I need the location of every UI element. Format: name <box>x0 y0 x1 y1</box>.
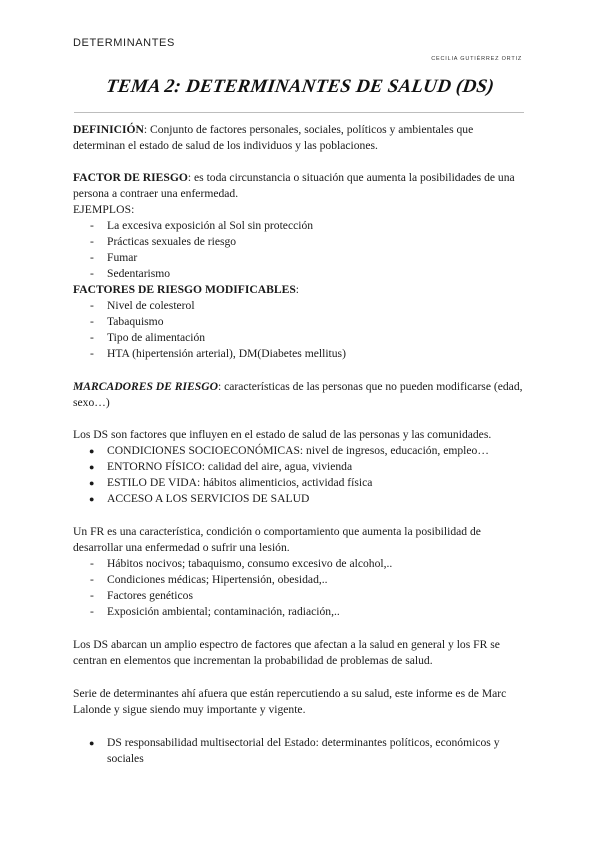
modifiable-heading <box>73 282 523 298</box>
header-subject: DETERMINANTES <box>73 37 175 49</box>
list-item: ● ESTILO DE VIDA: hábitos alimenticios, actividad física <box>73 475 523 491</box>
list-item: ● ACCESO A LOS SERVICIOS DE SALUD <box>73 491 523 507</box>
list-item: - Nivel de colesterol <box>73 298 523 314</box>
page-title: TEMA 2: DETERMINANTES DE SALUD (DS) <box>104 76 496 97</box>
definition-paragraph <box>73 122 523 154</box>
list-item: - Fumar <box>73 250 523 266</box>
list-item: - Condiciones médicas; Hipertensión, obesidad,.. <box>73 572 523 588</box>
markers-paragraph <box>73 379 523 411</box>
modifiable-label: FACTORES DE RIESGO MODIFICABLES <box>73 283 296 296</box>
scope-paragraph: Los DS abarcan un amplio espectro de factores que afectan a la salud en general y los FR se centran en elementos que incrementan la probabilidad de problemas de salud. <box>73 638 500 667</box>
modifiable-list <box>73 298 523 362</box>
header-author: CECILIA GUTIÉRREZ ORTIZ <box>431 56 522 62</box>
fr-list <box>73 556 523 620</box>
list-item: - Tipo de alimentación <box>73 330 523 346</box>
fr-intro: Un FR es una característica, condición o comportamiento que aumenta la posibilidad de desarrollar una enfermedad o sufrir una lesión. <box>73 525 481 554</box>
examples-label: EJEMPLOS: <box>73 203 135 216</box>
list-item: - Exposición ambiental; contaminación, radiación,.. <box>73 604 523 620</box>
list-item: - Factores genéticos <box>73 588 523 604</box>
definition-label: DEFINICIÓN <box>73 123 144 136</box>
responsibility-list <box>73 735 523 767</box>
markers-text: : características de las personas que no pueden modificarse (edad, sexo…) <box>73 380 523 409</box>
list-item: - HTA (hipertensión arterial), DM(Diabetes mellitus) <box>73 346 523 362</box>
list-item: ● CONDICIONES SOCIOECONÓMICAS: nivel de ingresos, educación, empleo… <box>73 443 523 459</box>
list-item: ● DS responsabilidad multisectorial del Estado: determinantes políticos, económicos y sociales <box>73 735 523 767</box>
list-item: ● ENTORNO FÍSICO: calidad del aire, agua, vivienda <box>73 459 523 475</box>
markers-label: MARCADORES DE RIESGO <box>73 380 218 393</box>
list-item: - Hábitos nocivos; tabaquismo, consumo excesivo de alcohol,.. <box>73 556 523 572</box>
risk-factor-label: FACTOR DE RIESGO <box>73 171 188 184</box>
list-item: - Tabaquismo <box>73 314 523 330</box>
ds-list <box>73 443 523 507</box>
list-item: - La excesiva exposición al Sol sin protección <box>73 218 523 234</box>
risk-factor-paragraph <box>73 170 523 202</box>
lalonde-paragraph: Serie de determinantes ahí afuera que están repercutiendo a su salud, este informe es de Marc Lalonde y sigue siendo muy importante y vigente. <box>73 687 507 716</box>
ds-intro: Los DS son factores que influyen en el estado de salud de las personas y las comunidades. <box>73 428 492 441</box>
modifiable-colon: : <box>295 283 300 296</box>
title-divider <box>74 112 524 113</box>
list-item: - Sedentarismo <box>73 266 523 282</box>
examples-list <box>73 218 523 282</box>
risk-factor-text: : es toda circunstancia o situación que aumenta la posibilidades de una persona a contraer una enfermedad. <box>73 171 515 200</box>
definition-text: : Conjunto de factores personales, sociales, políticos y ambientales que determinan el estado de salud de los individuos y las poblaciones. <box>73 123 474 152</box>
document-body <box>73 122 523 767</box>
list-item: - Prácticas sexuales de riesgo <box>73 234 523 250</box>
